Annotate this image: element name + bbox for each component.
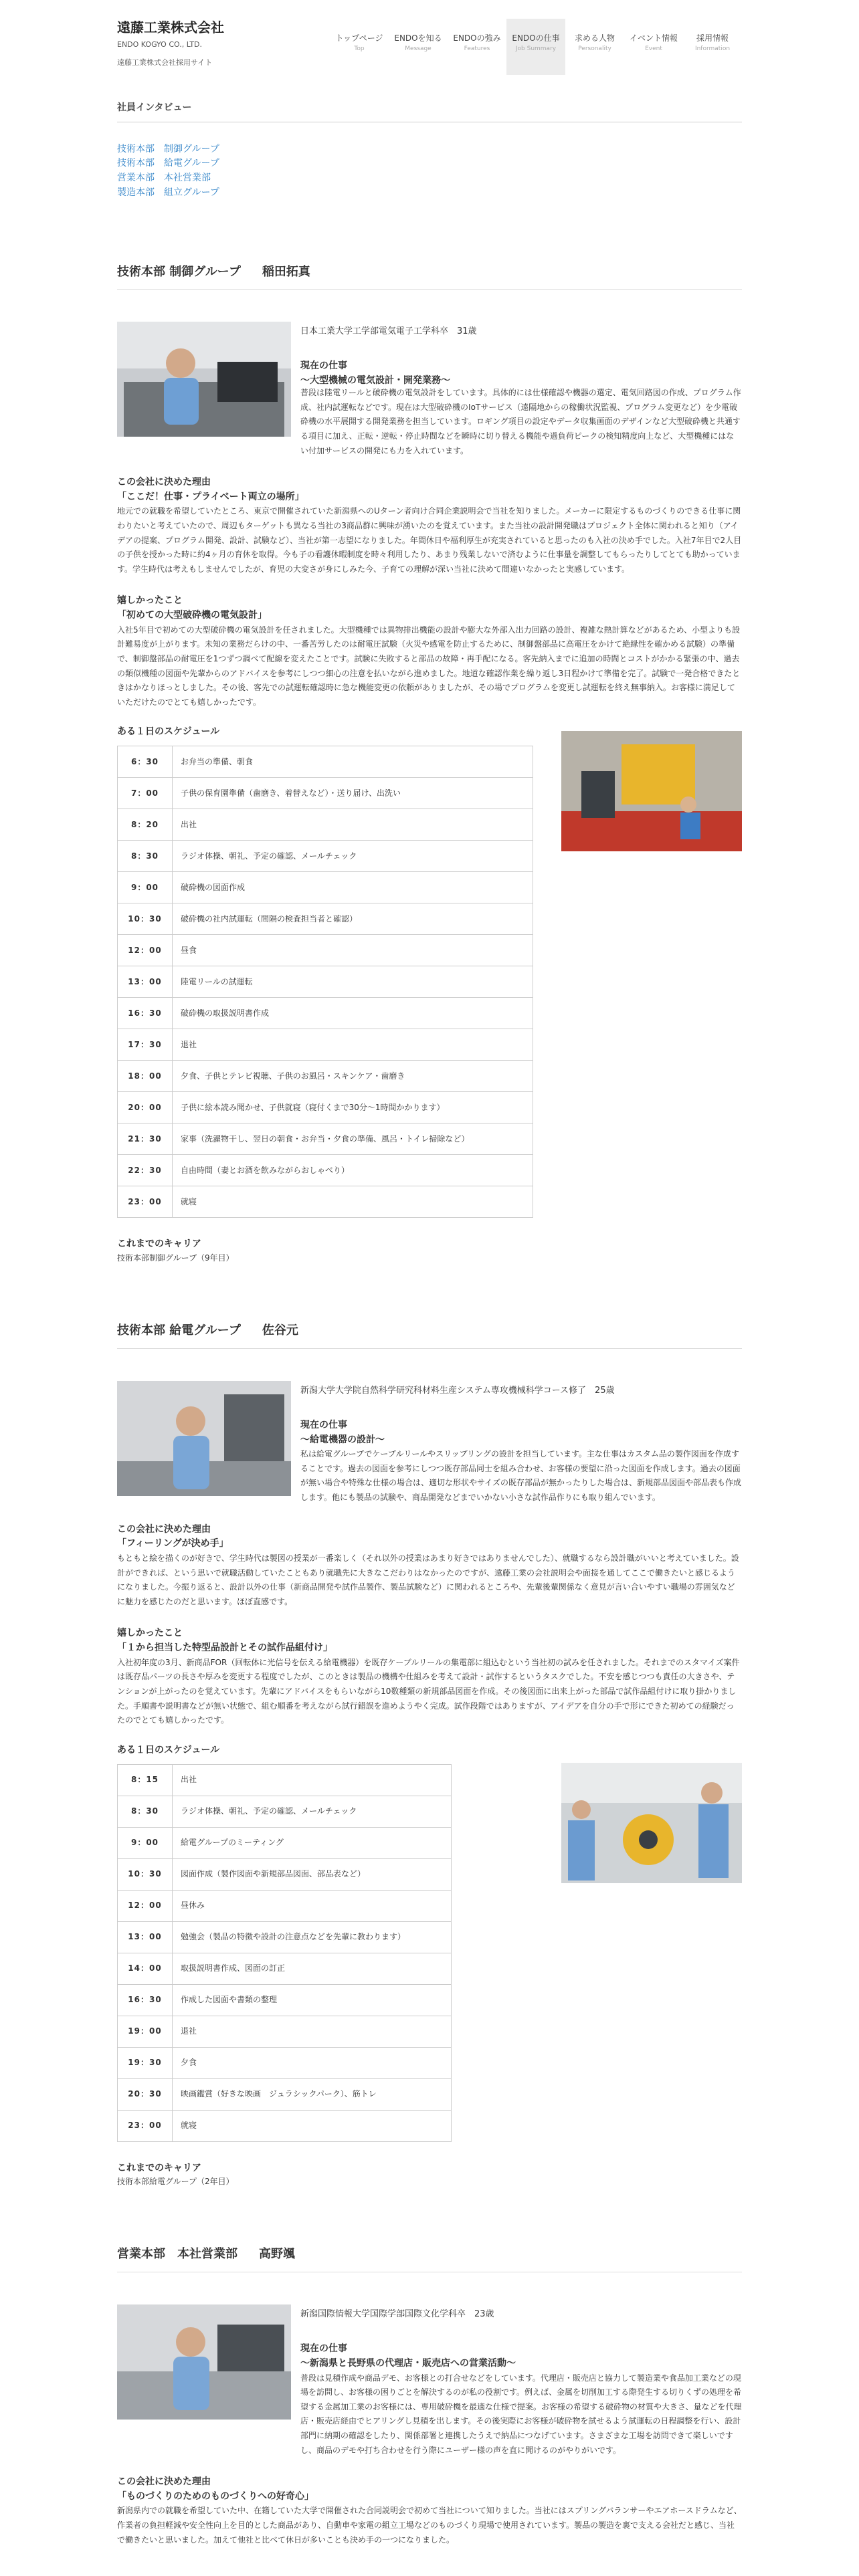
reason-heading: この会社に決めた理由 bbox=[117, 2476, 211, 2488]
nav-message[interactable]: ENDOを知る Message bbox=[394, 33, 442, 52]
schedule-row bbox=[118, 2016, 452, 2047]
happy-heading: 嬉しかったこと bbox=[117, 595, 183, 607]
schedule-activity: 退社 bbox=[173, 1029, 533, 1061]
nav-top[interactable]: トップページ Top bbox=[335, 33, 383, 52]
schedule-row bbox=[118, 2078, 452, 2110]
schedule-row bbox=[118, 778, 533, 809]
schedule-time: 6：30 bbox=[118, 746, 173, 778]
schedule-time: 16：30 bbox=[118, 1984, 173, 2016]
current-job-subheading: ～新潟県と長野県の代理店・販売店への営業活動～ bbox=[300, 2357, 516, 2369]
profile-intro-text bbox=[300, 2304, 742, 2458]
schedule-table bbox=[117, 746, 533, 1218]
schedule-row bbox=[118, 903, 533, 935]
profile-heading: 技術本部 給電グループ 佐谷元 bbox=[117, 1321, 742, 1349]
reason-subheading: 「フィーリングが決め手」 bbox=[117, 1538, 229, 1549]
schedule-row bbox=[118, 998, 533, 1029]
schedule-activity: 昼食 bbox=[173, 935, 533, 966]
schedule-row bbox=[118, 1092, 533, 1123]
schedule-time: 17：30 bbox=[118, 1029, 173, 1061]
happy-heading: 嬉しかったこと bbox=[117, 1628, 183, 1639]
toc-link-control[interactable]: 技術本部 制御グループ bbox=[117, 143, 219, 154]
happy-text: 入社初年度の3月、新商品FOR（回転体に光信号を伝える給電機器）を既存ケーブルリールの集電部に組込むという当社初の試みを任されました。それまでのスタマイズ案件は既存品パーツの長さや厚みを変更する程度でしたが、このときは製品の機構や仕組みを考えて設計・試作するというタスクでした。不安を感じつつも責任の大きさや、テンションが上がったのを覚えています。先輩にアドバイスをもらいながら10数種類の新規部品図面を作成。その後図面に出来上がった部品で試作品組付けに取り掛かりました。手順書や説明書などが無い状態で、組む順番を考えながら試行錯誤を進めようやく完成。試作段階ではありますが、アイデアを自分の手で形にできた初めての経験だったのでとても嬉しかったです。 bbox=[117, 1657, 740, 1725]
schedule-row bbox=[118, 1123, 533, 1155]
schedule-row bbox=[118, 1890, 452, 1921]
work-photo bbox=[561, 1763, 742, 1883]
happy-subheading: 「１から担当した特型品設計とその試作品組付け」 bbox=[117, 1642, 332, 1654]
schedule-activity: 作成した図面や書類の整理 bbox=[173, 1984, 452, 2016]
schedule-time: 8：15 bbox=[118, 1764, 173, 1796]
schedule-activity: 自由時間（妻とお酒を飲みながらおしゃべり） bbox=[173, 1155, 533, 1186]
schedule-activity: 子供に絵本読み聞かせ、子供就寝（寝付くまで30分〜1時間かかります） bbox=[173, 1092, 533, 1123]
schedule-row bbox=[118, 2047, 452, 2078]
reason-heading: この会社に決めた理由 bbox=[117, 1523, 211, 1535]
schedule-activity: 給電グループのミーティング bbox=[173, 1827, 452, 1858]
schedule-row bbox=[118, 966, 533, 998]
profile-power-group bbox=[117, 1265, 742, 2188]
reason-text: 地元での就職を希望していたところ、東京で開催されていた新潟県へのUターン者向け合同企業説明会で当社を知りました。メーカーに限定するものづくりのできる仕事に関わりたいと考えていたので、周辺もターゲットも異なる当社の3商品群に興味が湧いたのを覚えています。また当社の設計開発職はプロジェクト全体に関われると知り（アイデアの提案、プログラム開発、設計、試験など）、当社が第一志望になりました。年間休日や福利厚生が充実されていると思ったのも入社の決め手でした。入社7年目で2人目の子供を授かった時に約4ヶ月の育休を取得。今も子の看護休暇制度を時々利用したり、あまり残業しないで済むように仕事量を調整してもらったりしてとても助かっています。学生時代は考えもしませんでしたが、育児の大変さが身にしみた今、子育ての理解が深い当社に決めて間違いなかったと実感しています。 bbox=[117, 506, 742, 574]
profile-heading: 技術本部 制御グループ 稲田拓真 bbox=[117, 262, 742, 290]
schedule-time: 10：30 bbox=[118, 1858, 173, 1890]
schedule-area bbox=[117, 724, 742, 1218]
current-job-text: 普段は陸電リールと破砕機の電気設計をしています。具体的には仕様確認や機器の選定、電気回路図の作成、プログラム作成、社内試運転などです。現在は大型破砕機のIoTサービス（遠隔地からの稼働状況監視、プログラム変更など）を少電破砕機の水平展開する開発業務を担当しています。ロギング項目の設定やデータ収集画面のデザインなど大型破砕機と共通する項目に加え、正転・逆転・停止時間などを瞬時に切り替える機能や過負荷ピークの検知精度向上など、大型機種にはない付加サービスの開発にも力を入れています。 bbox=[300, 388, 741, 455]
schedule-time: 9：00 bbox=[118, 1827, 173, 1858]
interview-toc bbox=[117, 122, 742, 201]
schedule-time: 21：30 bbox=[118, 1123, 173, 1155]
logo[interactable] bbox=[117, 19, 224, 82]
schedule-activity: 家事（洗濯物干し、翌日の朝食・お弁当・夕食の準備、風呂・トイレ掃除など） bbox=[173, 1123, 533, 1155]
schedule-row bbox=[118, 2110, 452, 2141]
schedule-table bbox=[117, 1764, 452, 2142]
schedule-activity: 昼休み bbox=[173, 1890, 452, 1921]
career-text: 技術本部給電グループ（2年目） bbox=[117, 2177, 234, 2187]
reason-text: 新潟県内での就職を希望していた中、在籍していた大学で開催された合同説明会で初めて当社について知りました。当社にはスプリングバランサーやエアホースドラムなど、作業者の負担軽減や安全性向上を目的とした商品があり、自動車や家電の組立工場などのものづくり現場で使用されています。製品の製造を裏で支える会社だと感じ、当社で働きたいと思いました。加えて他社と比べて休日が多いことも決め手の一つになりました。 bbox=[117, 2506, 742, 2545]
toc-link-assembly[interactable]: 製造本部 組立グループ bbox=[117, 187, 219, 198]
schedule-row bbox=[118, 1061, 533, 1092]
schedule-activity: 陸電リールの試運転 bbox=[173, 966, 533, 998]
schedule-row bbox=[118, 1858, 452, 1890]
schedule-row bbox=[118, 746, 533, 778]
schedule-row bbox=[118, 1953, 452, 1984]
nav-personality[interactable]: 求める人物 Personality bbox=[574, 33, 615, 52]
education: 新潟大学大学院自然科学研究科材料生産システム専攻機械科学コース修了 25歳 bbox=[300, 1385, 615, 1396]
schedule-row bbox=[118, 935, 533, 966]
career-heading: これまでのキャリア bbox=[117, 1239, 201, 1250]
page-title: 社員インタビュー bbox=[117, 82, 742, 122]
schedule-activity: 破砕機の社内試運転（間隔の検査担当者と確認） bbox=[173, 903, 533, 935]
current-job-subheading: ～給電機器の設計～ bbox=[300, 1434, 385, 1445]
nav-information[interactable]: 採用情報 Information bbox=[694, 33, 731, 52]
schedule-time: 23：00 bbox=[118, 1186, 173, 1218]
schedule-row bbox=[118, 872, 533, 903]
nav-event[interactable]: イベント情報 Event bbox=[629, 33, 678, 52]
current-job-heading: 現在の仕事 bbox=[300, 2343, 347, 2355]
reason-subheading: 「ものづくりのためのものづくりへの好奇心」 bbox=[117, 2490, 314, 2502]
global-nav bbox=[330, 19, 742, 82]
schedule-time: 22：30 bbox=[118, 1155, 173, 1186]
schedule-time: 14：00 bbox=[118, 1953, 173, 1984]
schedule-activity: 出社 bbox=[173, 1764, 452, 1796]
schedule-activity: 図面作成（製作図面や新規部品図面、部品表など） bbox=[173, 1858, 452, 1890]
company-name: 遠藤工業株式会社 bbox=[117, 19, 224, 35]
work-photo bbox=[561, 731, 742, 851]
schedule-time: 9：00 bbox=[118, 872, 173, 903]
schedule-activity: ラジオ体操、朝礼、予定の確認、メールチェック bbox=[173, 841, 533, 872]
employee-photo bbox=[117, 322, 291, 437]
site-header bbox=[117, 0, 742, 82]
schedule-time: 8：30 bbox=[118, 841, 173, 872]
schedule-time: 20：00 bbox=[118, 1092, 173, 1123]
schedule-time: 13：00 bbox=[118, 966, 173, 998]
schedule-activity: 破砕機の図面作成 bbox=[173, 872, 533, 903]
schedule-activity: 退社 bbox=[173, 2016, 452, 2047]
schedule-time: 10：30 bbox=[118, 903, 173, 935]
schedule-time: 12：00 bbox=[118, 1890, 173, 1921]
schedule-row bbox=[118, 1796, 452, 1827]
schedule-row bbox=[118, 1186, 533, 1218]
profile-heading: 営業本部 本社営業部 高野颯 bbox=[117, 2244, 742, 2272]
profile-sales bbox=[117, 2188, 742, 2547]
profile-intro-text bbox=[300, 1381, 742, 1505]
schedule-activity: 夕食、子供とテレビ視聴、子供のお風呂・スキンケア・歯磨き bbox=[173, 1061, 533, 1092]
schedule-time: 19：00 bbox=[118, 2016, 173, 2047]
current-job-subheading: ～大型機械の電気設計・開発業務～ bbox=[300, 374, 450, 386]
schedule-time: 13：00 bbox=[118, 1921, 173, 1953]
schedule-area bbox=[117, 1743, 742, 2142]
current-job-text: 普段は見積作成や商品デモ、お客様との打合せなどをしています。代理店・販売店と協力して製造業や食品加工業などの現場を訪問し、お客様の困りごとを解決するのが私の役割です。例えば、金属を切削加工する際発生する切りくずの処理を希望する金属加工業のお客様には、専用破砕機を最適な仕様で提案。お客様の希望する破砕物の材質や大きさ、量などを代理店・販売店経由でヒアリングし見積を出します。その後実際にお客様が破砕物を試せるよう試運転の日程調整を行い、設計部門に納期の確認をしたり、関係部署と連携したうえで納品につなげています。さまざまな工場を訪問できて楽しいですし、商品のデモや打ち合わせを行う際にユーザー様の声を直に聞けるのがやりがいです。 bbox=[300, 2373, 742, 2455]
site-name: 遠藤工業株式会社採用サイト bbox=[117, 58, 213, 67]
schedule-time: 12：00 bbox=[118, 935, 173, 966]
profile-intro bbox=[117, 2304, 742, 2458]
schedule-time: 8：20 bbox=[118, 809, 173, 841]
current-job-heading: 現在の仕事 bbox=[300, 360, 347, 372]
schedule-time: 23：00 bbox=[118, 2110, 173, 2141]
schedule-row bbox=[118, 841, 533, 872]
schedule-activity: 破砕機の取扱説明書作成 bbox=[173, 998, 533, 1029]
schedule-time: 7：00 bbox=[118, 778, 173, 809]
toc-link-sales[interactable]: 営業本部 本社営業部 bbox=[117, 173, 211, 184]
reason-subheading: 「ここだ！仕事・プライベート両立の場所」 bbox=[117, 491, 304, 502]
schedule-row bbox=[118, 1827, 452, 1858]
schedule-activity: 出社 bbox=[173, 809, 533, 841]
nav-job-summary[interactable]: ENDOの仕事 Job Summary bbox=[506, 19, 565, 75]
schedule-row bbox=[118, 1984, 452, 2016]
schedule-row bbox=[118, 1764, 452, 1796]
schedule-activity: 子供の保育園準備（歯磨き、着替えなど）・送り届け、出洗い bbox=[173, 778, 533, 809]
schedule-title: ある１日のスケジュール bbox=[117, 1744, 220, 1755]
schedule-time: 18：00 bbox=[118, 1061, 173, 1092]
education: 日本工業大学工学部電気電子工学科卒 31歳 bbox=[300, 326, 477, 337]
schedule-row bbox=[118, 809, 533, 841]
current-job-text: 私は給電グループでケーブルリールやスリップリングの設計を担当しています。主な仕事はカスタム品の製作図面を作成することです。過去の図面を参考にしつつ既存部品同士を組み合わせ、お客様の要望に沿った図面を作成します。過去の図面が無い場合や特殊な仕様の場合は、適切な形状やサイズの既存部品が無かったりした場合は、新規部品図面や部品表も作成します。他にも製品の試験や、商品開発などまでいかない小さな試作品作りにも取り組んでいます。 bbox=[300, 1449, 742, 1503]
schedule-activity: ラジオ体操、朝礼、予定の確認、メールチェック bbox=[173, 1796, 452, 1827]
happy-text: 入社5年目で初めての大型破砕機の電気設計を任されました。大型機種では異物排出機能の設計や膨大な外部入出力回路の設計、複雑な熱計算などがあるため、小型よりも設計難易度が上がります。未知の業務だらけの中、一番苦労したのは耐電圧試験（火災や感電を防止するために、制御盤部品に高電圧をかけて絶縁性を確かめる試験）の準備で、制御盤部品の耐電圧を1つずつ調べて配線を変えたことです。試験に失敗すると部品の故障・再手配になる。客先納入までに追加の時間とコストがかかる緊張の中、過去の類似機種の図面や先輩からのアドバイスを参考にしつつ細心の注意を払いながら進めました。地道な確認作業を繰り返し3日程かけて準備を完了。試験で一発合格できたときはかなりほっとしました。その後、客先での試運転確認時に急な機能変更の依頼がありましたが、その場でプログラムを変更し試運転を終え無事納入。お客様に満足していただけたのでとても嬉しかったです。 bbox=[117, 625, 741, 707]
schedule-activity: お弁当の準備、朝食 bbox=[173, 746, 533, 778]
happy-subheading: 「初めての大型破砕機の電気設計」 bbox=[117, 610, 267, 621]
nav-features[interactable]: ENDOの強み Features bbox=[453, 33, 501, 52]
toc-link-power[interactable]: 技術本部 給電グループ bbox=[117, 158, 219, 169]
employee-photo bbox=[117, 1381, 291, 1496]
employee-photo bbox=[117, 2304, 291, 2420]
profile-control-group bbox=[117, 201, 742, 1265]
schedule-activity: 夕食 bbox=[173, 2047, 452, 2078]
reason-heading: この会社に決めた理由 bbox=[117, 477, 211, 488]
schedule-activity: 映画鑑賞（好きな映画 ジュラシックパーク）、筋トレ bbox=[173, 2078, 452, 2110]
current-job-heading: 現在の仕事 bbox=[300, 1419, 347, 1430]
schedule-activity: 就寝 bbox=[173, 2110, 452, 2141]
schedule-time: 16：30 bbox=[118, 998, 173, 1029]
company-name-en: ENDO KOGYO CO., LTD. bbox=[117, 40, 203, 49]
career-text: 技術本部制御グループ（9年目） bbox=[117, 1253, 234, 1263]
schedule-activity: 勉強会（製品の特徴や設計の注意点などを先輩に教わります） bbox=[173, 1921, 452, 1953]
education: 新潟国際情報大学国際学部国際文化学科卒 23歳 bbox=[300, 2309, 494, 2320]
schedule-row bbox=[118, 1029, 533, 1061]
schedule-time: 19：30 bbox=[118, 2047, 173, 2078]
schedule-activity: 就寝 bbox=[173, 1186, 533, 1218]
schedule-row bbox=[118, 1921, 452, 1953]
schedule-time: 20：30 bbox=[118, 2078, 173, 2110]
schedule-time: 8：30 bbox=[118, 1796, 173, 1827]
schedule-row bbox=[118, 1155, 533, 1186]
schedule-title: ある１日のスケジュール bbox=[117, 726, 220, 738]
career-heading: これまでのキャリア bbox=[117, 2162, 201, 2173]
schedule-activity: 取扱説明書作成、図面の訂正 bbox=[173, 1953, 452, 1984]
reason-text: もともと絵を描くのが好きで、学生時代は製図の授業が一番楽しく（それ以外の授業はあまり好きではありませんでした）、就職するなら設計職がいいと考えていました。設計ができれば、という思いで就職活動していたこともあり就職先に大きなこだわりはなかったのですが、遠藤工業の会社説明会や面接を通してここで働きたいと感じるようになりました。今振り返ると、設計以外の仕事（新商品開発や試作品製作、製品試験など）に関われるところや、先輩後輩関係なく意見が言い合いやすい職場の雰囲気などに魅力を感じたのだと思います。ほぼ直感です。 bbox=[117, 1553, 739, 1606]
profile-intro bbox=[117, 1381, 742, 1505]
